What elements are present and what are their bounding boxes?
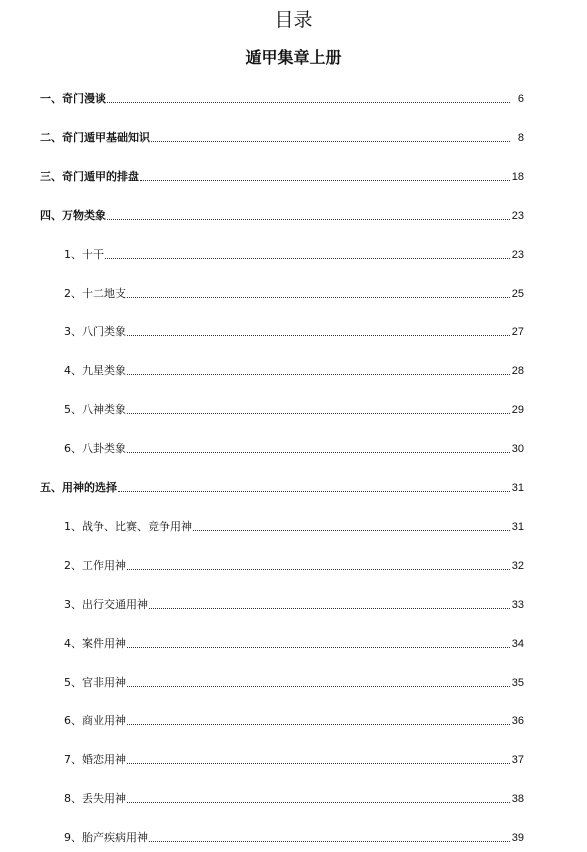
dot-leader [107,102,510,103]
toc-entry[interactable] [64,557,524,573]
dot-leader [151,141,510,142]
toc-entry-page-number: 28 [511,365,524,377]
toc-entry-page-number: 38 [511,793,524,805]
toc-entry-label: 5、官非用神 [64,676,126,689]
toc-entry[interactable] [64,712,524,728]
dot-leader [127,413,510,414]
toc-entry-page-number: 36 [511,715,524,727]
dot-leader [118,491,510,492]
dot-leader [127,647,510,648]
toc-entry-label: 8、丢失用神 [64,792,126,805]
toc-entry-page-number: 8 [517,132,524,144]
toc-entry[interactable] [64,440,524,456]
dot-leader [127,686,510,687]
toc-entry-label: 二、奇门遁甲基础知识 [40,131,150,144]
toc-entry-label: 1、十干 [64,248,104,261]
toc-entry-page-number: 25 [511,288,524,300]
dot-leader [127,569,510,570]
toc-entry-label: 9、胎产疾病用神 [64,831,148,844]
toc-entry-label: 四、万物类象 [40,209,106,222]
toc-entry[interactable] [40,207,524,223]
toc-entry-label: 三、奇门遁甲的排盘 [40,170,139,183]
dot-leader [127,335,510,336]
toc-entry-label: 2、十二地支 [64,287,126,300]
toc-entry-page-number: 18 [511,171,524,183]
toc-entry[interactable] [64,790,524,806]
toc-entry-page-number: 33 [511,599,524,611]
toc-entry[interactable] [64,285,524,301]
page-title: 目录 [274,9,313,31]
toc-entry[interactable] [64,596,524,612]
toc-entry-page-number: 37 [511,754,524,766]
toc-entry-label: 2、工作用神 [64,559,126,572]
toc-entry-page-number: 31 [511,521,524,533]
toc-entry[interactable] [40,168,524,184]
toc-entry[interactable] [64,635,524,651]
toc-entry-label: 五、用神的选择 [40,481,117,494]
toc-entry-label: 6、八卦类象 [64,442,126,455]
dot-leader [193,530,510,531]
toc-entry-label: 5、八神类象 [64,403,126,416]
toc-entry[interactable] [64,518,524,534]
toc-entry-label: 一、奇门漫谈 [40,92,106,105]
toc-entry-label: 7、婚恋用神 [64,753,126,766]
dot-leader [127,802,510,803]
toc-entry[interactable] [64,362,524,378]
toc-entry[interactable] [40,479,524,495]
book-title: 遁甲集章上册 [245,48,342,67]
toc-entry-page-number: 29 [511,404,524,416]
toc-entry[interactable] [40,129,524,145]
toc-entry-page-number: 32 [511,560,524,572]
dot-leader [105,258,510,259]
dot-leader [127,374,510,375]
toc-entry-label: 3、出行交通用神 [64,598,148,611]
toc-entry-label: 3、八门类象 [64,325,126,338]
toc-entry-label: 4、九星类象 [64,364,126,377]
toc-entry-page-number: 34 [511,638,524,650]
toc-entry-page-number: 27 [511,326,524,338]
toc-entry[interactable] [64,751,524,767]
toc-entry-label: 1、战争、比赛、竞争用神 [64,520,192,533]
toc-entry[interactable] [64,401,524,417]
toc-entry[interactable] [64,674,524,690]
toc-entry[interactable] [64,323,524,339]
dot-leader [127,763,510,764]
toc-entry-page-number: 6 [517,93,524,105]
toc-entry[interactable] [40,90,524,106]
toc-entry[interactable] [64,829,524,845]
toc-entry-page-number: 23 [511,249,524,261]
toc-entry-page-number: 31 [511,482,524,494]
toc-entry-label: 4、案件用神 [64,637,126,650]
dot-leader [107,219,510,220]
toc-entry-page-number: 39 [511,832,524,844]
toc-entry-page-number: 30 [511,443,524,455]
toc-entry-label: 6、商业用神 [64,714,126,727]
dot-leader [127,724,510,725]
dot-leader [127,297,510,298]
toc-entry-page-number: 35 [511,677,524,689]
dot-leader [149,841,510,842]
toc-entry-page-number: 23 [511,210,524,222]
dot-leader [149,608,510,609]
dot-leader [140,180,510,181]
dot-leader [127,452,510,453]
toc-entry[interactable] [64,246,524,262]
